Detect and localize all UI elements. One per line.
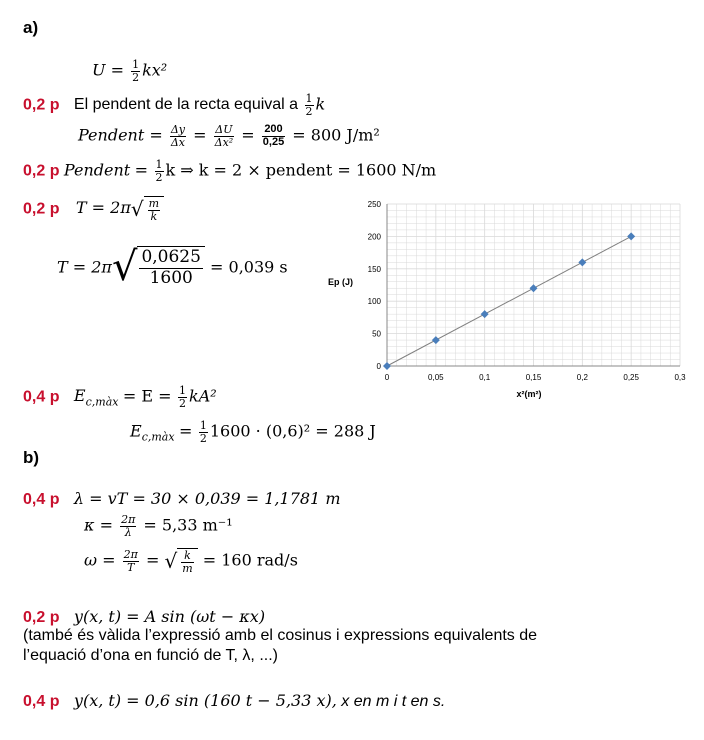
omega-result: = 160 rad/s	[202, 550, 298, 570]
wavelength-line	[23, 489, 341, 509]
fraction	[123, 549, 139, 573]
fraction	[131, 59, 140, 83]
sqrt-body	[177, 548, 197, 574]
fraction-num: 0,0625	[141, 247, 201, 267]
energy-symbol: E	[73, 386, 86, 406]
eq-sign: =	[110, 60, 124, 80]
period-formula	[23, 196, 164, 222]
fraction	[199, 420, 208, 444]
fraction	[181, 550, 193, 574]
eq-rhs: kx²	[142, 60, 168, 80]
wavelength-equation: λ = vT = 30 × 0,039 = 1,1781 m	[73, 489, 341, 508]
fraction-den: m	[182, 561, 193, 575]
fraction-dy-dx	[170, 124, 186, 148]
fraction-den: λ	[124, 525, 132, 539]
x-tick-label: 0,3	[674, 373, 686, 382]
points-label: 0,4 p	[23, 388, 60, 406]
sqrt-icon: √	[111, 244, 138, 291]
fraction-den: k	[150, 209, 158, 223]
data-point	[432, 336, 440, 344]
x-tick-label: 0,1	[479, 373, 491, 382]
energy-symbol: E	[130, 421, 142, 441]
section-a-label: a)	[23, 18, 39, 37]
fraction-den: 2	[179, 396, 187, 410]
eq-sign: =	[193, 125, 207, 145]
points-label: 0,2 p	[23, 609, 60, 626]
data-point	[578, 258, 586, 266]
note-line-1: (també és vàlida l’expressió amb el cosinus i expressions equivalents de	[23, 627, 538, 644]
kappa-lhs: κ =	[84, 515, 113, 535]
fraction-du-dx2	[214, 124, 235, 148]
y-axis-label: Ep (J)	[328, 277, 354, 287]
fraction	[139, 248, 202, 288]
fraction-num: 1	[155, 158, 163, 171]
fraction-num: k	[181, 550, 193, 563]
fraction	[120, 514, 136, 538]
fraction-values	[262, 124, 285, 148]
points-label: 0,2 p	[23, 200, 60, 218]
wave-number-line	[84, 514, 233, 538]
eq-mid: = E =	[122, 386, 172, 406]
fraction-num: 2π	[123, 548, 138, 561]
fraction-den: 2	[305, 104, 313, 118]
period-calculation	[57, 244, 288, 291]
points-label: 0,2 p	[23, 162, 60, 180]
max-kinetic-energy-calculation	[130, 420, 376, 444]
slope-statement	[23, 93, 325, 117]
period-result: = 0,039 s	[210, 257, 288, 277]
fraction	[148, 198, 160, 222]
sqrt-icon: √	[130, 197, 144, 222]
fraction-num: 1	[179, 384, 187, 397]
fraction-num: 1	[132, 58, 140, 71]
fraction	[155, 159, 164, 183]
period-lhs: T = 2π	[57, 257, 112, 277]
eq-lhs: U	[92, 60, 106, 80]
fraction-den: 2	[199, 431, 207, 445]
kappa-result: = 5,33 m⁻¹	[143, 515, 233, 535]
energy-vs-x2-chart	[322, 196, 692, 406]
section-b-label: b)	[23, 448, 40, 467]
fraction-den: Δx	[170, 135, 186, 149]
points-label: 0,4 p	[23, 491, 60, 508]
wave-equation-general	[23, 607, 265, 627]
statement-text: El pendent de la recta equival a	[73, 96, 299, 114]
fraction-den: 1600	[149, 267, 193, 288]
fraction-num: m	[148, 197, 160, 210]
fraction-den: 2	[132, 70, 140, 84]
energy-subscript: c,màx	[141, 430, 175, 444]
fraction-num: 1	[199, 419, 207, 432]
x-tick-label: 0,15	[525, 373, 542, 382]
data-point	[627, 232, 635, 240]
sqrt-body	[144, 196, 164, 222]
omega-lhs: ω =	[84, 550, 116, 570]
specific-wave-equation: y(x, t) = 0,6 sin (160 t − 5,33 x),	[73, 691, 337, 710]
x-tick-label: 0,25	[623, 373, 639, 382]
variable: k	[315, 94, 326, 114]
fraction	[178, 385, 187, 409]
x-tick-label: 0,05	[428, 373, 444, 382]
fraction-num: ΔU	[215, 123, 233, 136]
period-lhs: T = 2π	[75, 198, 131, 218]
eq-sign: =	[241, 125, 255, 145]
energy-rhs: kA²	[189, 386, 217, 406]
points-label: 0,2 p	[23, 96, 60, 114]
units-note: x en m i t en s.	[341, 693, 446, 710]
eq-sign: =	[145, 550, 160, 570]
potential-energy-equation	[92, 59, 167, 83]
y-tick-label: 50	[372, 329, 381, 339]
general-wave-equation: y(x, t) = A sin (ωt − κx)	[73, 607, 266, 626]
fraction-num: 2π	[121, 513, 136, 526]
y-tick-label: 0	[376, 362, 381, 371]
y-tick-label: 250	[367, 200, 381, 209]
angular-frequency-line	[84, 548, 298, 574]
fraction-num: 1	[305, 92, 313, 105]
x-tick-label: 0	[384, 373, 390, 382]
data-point	[481, 310, 489, 318]
fraction-den: Δx²	[214, 135, 234, 149]
fraction-num: 200	[262, 124, 285, 137]
data-point	[530, 284, 538, 292]
chart-ticks	[368, 200, 686, 382]
y-tick-label: 150	[367, 264, 381, 274]
fraction-den: 2	[155, 170, 163, 184]
fraction-num: Δy	[170, 123, 186, 136]
energy-subscript: c,màx	[85, 395, 119, 409]
eq-sign: =	[179, 421, 193, 441]
points-label: 0,4 p	[23, 693, 60, 710]
x-tick-label: 0,2	[576, 373, 588, 382]
slope-result: = 800 J/m²	[292, 125, 380, 145]
slope-calculation	[78, 124, 380, 148]
sqrt-body	[137, 246, 204, 288]
y-tick-label: 100	[367, 297, 381, 307]
word-pendent: Pendent	[63, 160, 131, 180]
note-line-2: l’equació d’ona en funció de T, λ, ...)	[23, 647, 278, 664]
sqrt-icon: √	[164, 549, 178, 574]
y-tick-label: 200	[367, 232, 381, 242]
x-axis-label: x²(m²)	[516, 389, 542, 399]
eq-sign: =	[134, 160, 149, 180]
wave-equation-specific	[23, 691, 445, 711]
eq-sign: =	[149, 125, 163, 145]
fraction-den: 0,25	[262, 135, 285, 148]
fraction	[305, 93, 314, 117]
spring-constant-result: k ⇒ k = 2 × pendent = 1600 N/m	[165, 160, 437, 180]
energy-result: 1600 · (0,6)² = 288 J	[209, 421, 376, 441]
max-kinetic-energy-formula	[23, 385, 217, 409]
word-pendent: Pendent	[78, 125, 145, 145]
fraction-den: T	[127, 560, 135, 574]
data-point	[383, 362, 391, 370]
spring-constant-line	[23, 159, 436, 183]
